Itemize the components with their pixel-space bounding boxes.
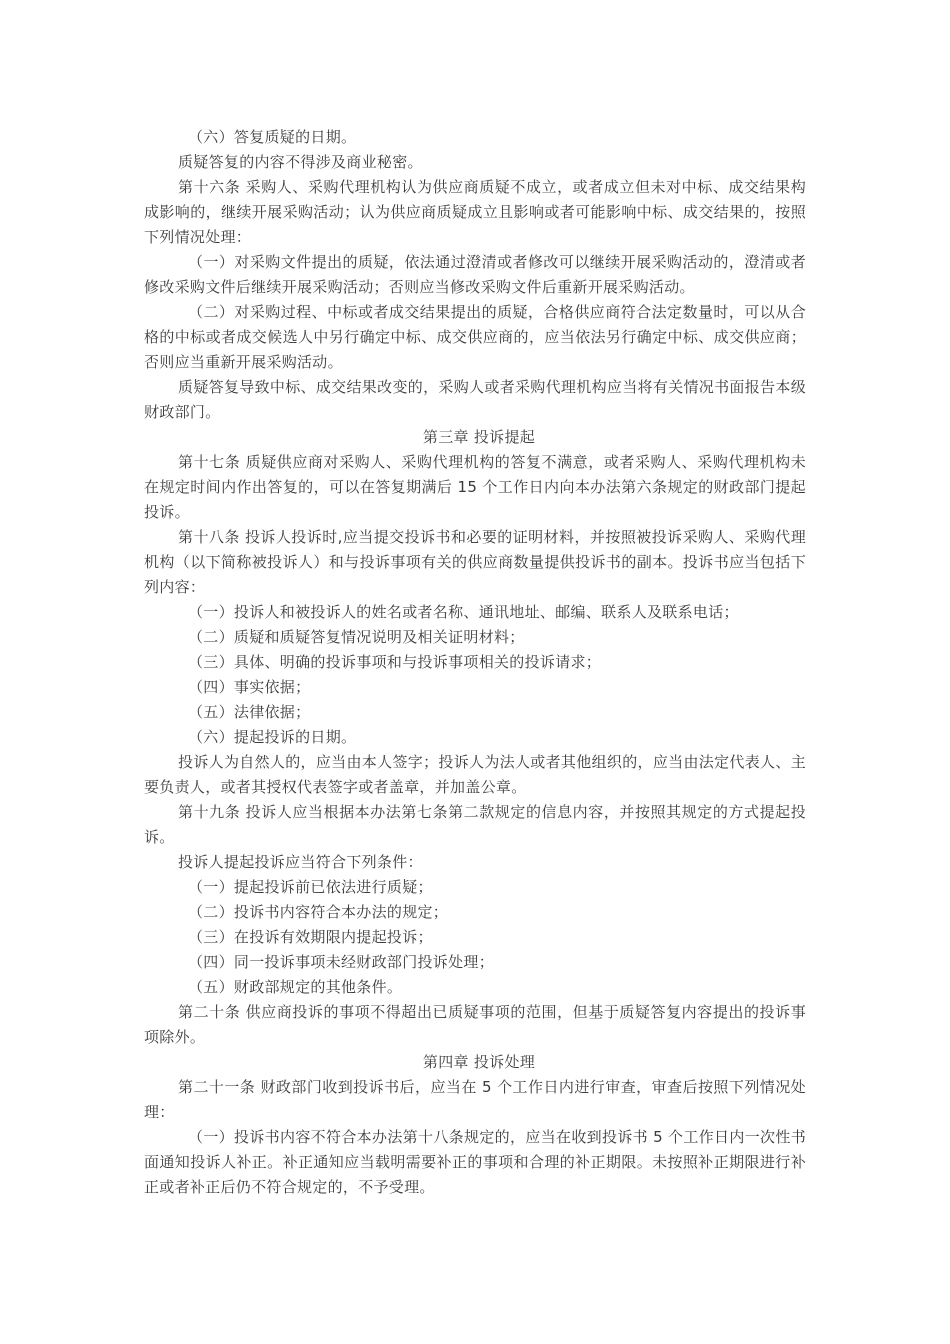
- list-item: （一）对采购文件提出的质疑，依法通过澄清或者修改可以继续开展采购活动的，澄清或者修改采购文件后继续开展采购活动；否则应当修改采购文件后重新开展采购活动。: [144, 253, 806, 296]
- chapter-4-heading: 第四章 投诉处理: [422, 1053, 536, 1071]
- list-item: （六）答复质疑的日期。: [188, 128, 357, 146]
- list-item: （六）提起投诉的日期。: [188, 728, 357, 746]
- list-item: （二）投诉书内容符合本办法的规定；: [188, 903, 449, 921]
- list-item: （二）对采购过程、中标或者成交结果提出的质疑，合格供应商符合法定数量时，可以从合格的中标或者成交候选人中另行确定中标、成交供应商的，应当依法另行确定中标、成交供应商；否则应当重新开展采购活动。: [144, 303, 806, 371]
- paragraph: 投诉人为自然人的，应当由本人签字；投诉人为法人或者其他组织的，应当由法定代表人、主要负责人，或者其授权代表签字或者盖章，并加盖公章。: [144, 753, 806, 796]
- article-20: 第二十条 供应商投诉的事项不得超出已质疑事项的范围，但基于质疑答复内容提出的投诉事项除外。: [144, 1003, 806, 1046]
- list-item: （五）财政部规定的其他条件。: [188, 978, 403, 996]
- list-item: （二）质疑和质疑答复情况说明及相关证明材料；: [188, 628, 525, 646]
- list-item: （一）投诉书内容不符合本办法第十八条规定的，应当在收到投诉书 5 个工作日内一次性书面通知投诉人补正。补正通知应当载明需要补正的事项和合理的补正期限。未按照补正期限进行补正或者补正后仍不符合规定的，不予受理。: [144, 1128, 806, 1196]
- paragraph: 投诉人提起投诉应当符合下列条件：: [178, 853, 423, 871]
- article-17: 第十七条 质疑供应商对采购人、采购代理机构的答复不满意，或者采购人、采购代理机构未在规定时间内作出答复的，可以在答复期满后 15 个工作日内向本办法第六条规定的财政部门提起投诉。: [144, 453, 806, 521]
- paragraph: 质疑答复导致中标、成交结果改变的，采购人或者采购代理机构应当将有关情况书面报告本级财政部门。: [144, 378, 806, 421]
- list-item: （三）具体、明确的投诉事项和与投诉事项相关的投诉请求；: [188, 653, 602, 671]
- document-body: [144, 125, 806, 1200]
- list-item: （一）提起投诉前已依法进行质疑；: [188, 878, 433, 896]
- chapter-3-heading: 第三章 投诉提起: [422, 428, 536, 446]
- article-19: 第十九条 投诉人应当根据本办法第七条第二款规定的信息内容，并按照其规定的方式提起投诉。: [144, 803, 806, 846]
- list-item: （三）在投诉有效期限内提起投诉；: [188, 928, 433, 946]
- article-21: 第二十一条 财政部门收到投诉书后，应当在 5 个工作日内进行审查，审查后按照下列情况处理：: [144, 1078, 806, 1121]
- list-item: （四）事实依据；: [188, 678, 311, 696]
- article-16: 第十六条 采购人、采购代理机构认为供应商质疑不成立，或者成立但未对中标、成交结果构成影响的，继续开展采购活动；认为供应商质疑成立且影响或者可能影响中标、成交结果的，按照下列情况处理：: [144, 178, 806, 246]
- list-item: （四）同一投诉事项未经财政部门投诉处理；: [188, 953, 495, 971]
- article-18: 第十八条 投诉人投诉时,应当提交投诉书和必要的证明材料，并按照被投诉采购人、采购代理机构（以下简称被投诉人）和与投诉事项有关的供应商数量提供投诉书的副本。投诉书应当包括下列内容：: [144, 528, 806, 596]
- paragraph: 质疑答复的内容不得涉及商业秘密。: [178, 153, 423, 171]
- list-item: （一）投诉人和被投诉人的姓名或者名称、通讯地址、邮编、联系人及联系电话；: [188, 603, 739, 621]
- list-item: （五）法律依据；: [188, 703, 311, 721]
